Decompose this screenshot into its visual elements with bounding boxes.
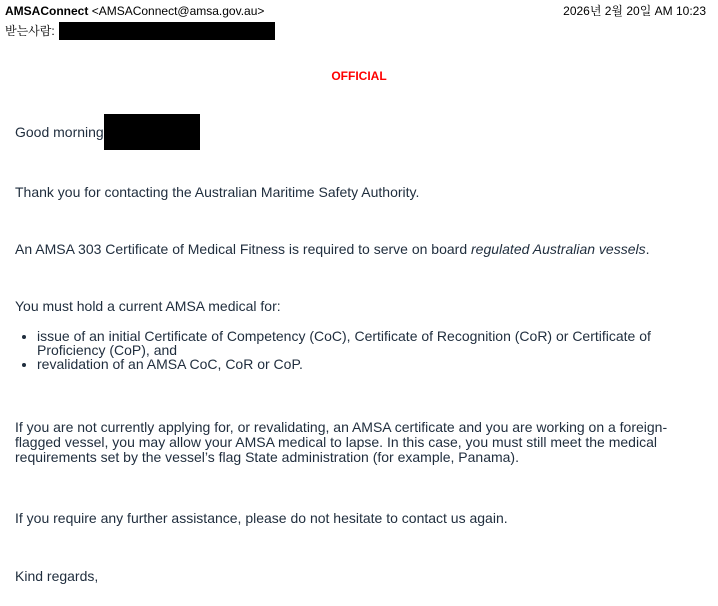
p2-suffix: . xyxy=(645,241,650,257)
list-item: • revalidation of an AMSA CoC, CoR or CoP. xyxy=(37,357,707,371)
redacted-name xyxy=(104,114,200,150)
email-date: 2026년 2월 20일 AM 10:23 xyxy=(563,4,706,18)
sign-off: Kind regards, xyxy=(15,568,99,584)
paragraph-thanks: Thank you for contacting the Australian Maritime Safety Authority. xyxy=(15,184,420,200)
greeting-text: Good morning xyxy=(15,124,104,140)
paragraph-requirement: You must hold a current AMSA medical for: xyxy=(15,298,281,314)
list-item: • issue of an initial Certificate of Competency (CoC), Certificate of Recognition (CoR) or Certificate of Proficiency (CoP), and xyxy=(37,329,707,357)
p2-prefix: An AMSA 303 Certificate of Medical Fitness is required to serve on board xyxy=(15,241,472,257)
sender xyxy=(5,3,264,19)
sender-name: AMSAConnect xyxy=(5,4,89,18)
redacted-recipient xyxy=(59,22,275,40)
classification-label: OFFICIAL xyxy=(331,69,387,83)
paragraph-certificate xyxy=(15,241,649,257)
to-label: 받는사람: xyxy=(5,24,55,38)
greeting xyxy=(15,114,200,150)
paragraph-foreign-vessel: If you are not currently applying for, or revalidating, an AMSA certificate and you are working on a foreign-flagged vessel, you may allow your AMSA medical to lapse. In this case, you must still meet the medical requirements set by the vessel’s flag State administration (for example, Panama). xyxy=(15,419,668,465)
requirement-list xyxy=(15,329,707,371)
paragraph-assistance: If you require any further assistance, please do not hesitate to contact us again. xyxy=(15,510,508,526)
recipient-row xyxy=(5,22,275,40)
sender-email[interactable]: <AMSAConnect@amsa.gov.au> xyxy=(91,4,265,18)
p2-italic: regulated Australian vessels xyxy=(471,241,646,257)
